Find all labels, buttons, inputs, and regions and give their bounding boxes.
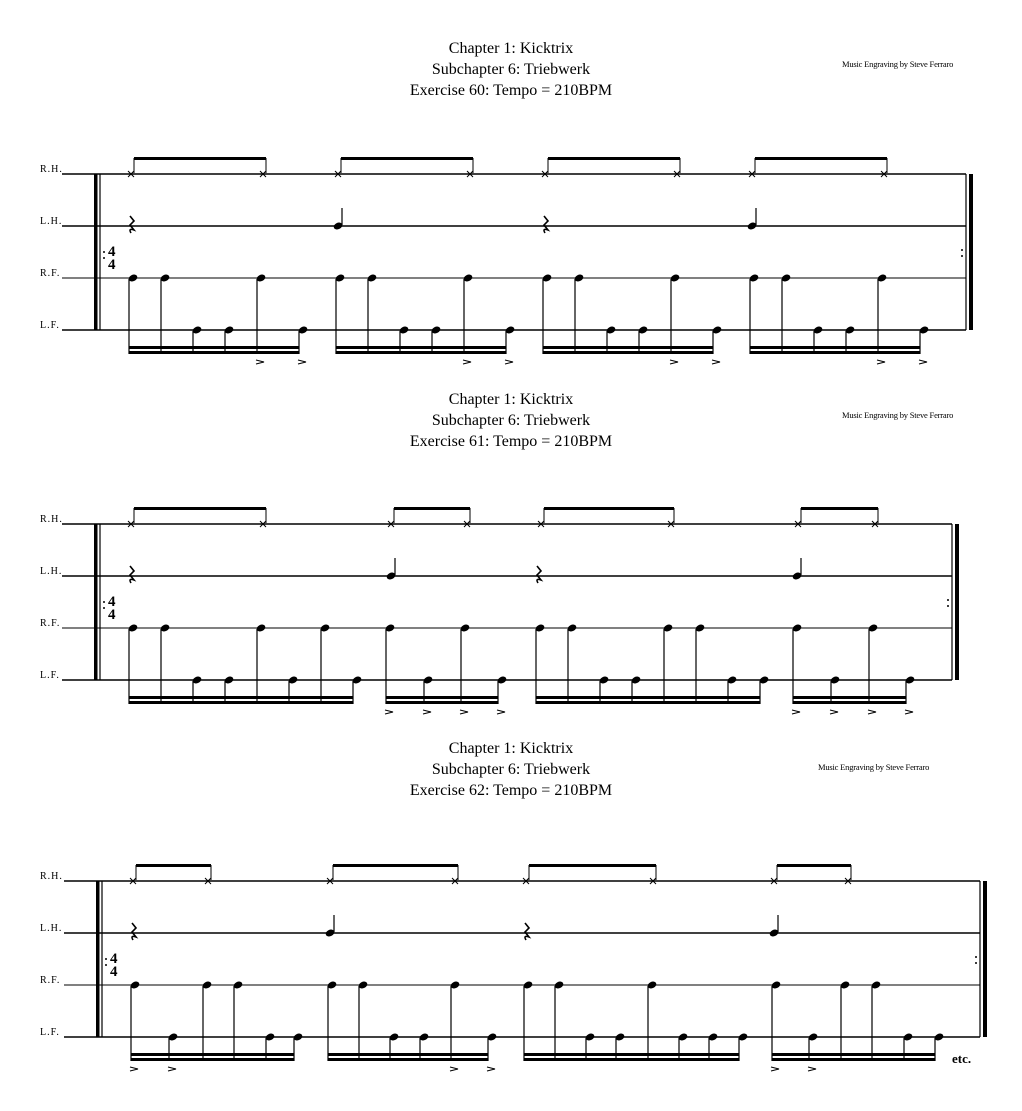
chapter-title: Chapter 1: Kicktrix [448, 40, 574, 57]
sixteenth-beam [336, 351, 506, 354]
staff-line-label: L.H. [40, 923, 63, 934]
eighth-beam [755, 157, 887, 160]
sixteenth-beam [524, 1058, 739, 1061]
repeat-dot [947, 605, 949, 607]
repeat-dot [947, 599, 949, 601]
exercise-title: Exercise 61: Tempo = 210BPM [409, 433, 613, 450]
quarter-rest-icon [132, 923, 136, 940]
repeat-dot [105, 964, 107, 966]
accent-mark [487, 1067, 495, 1071]
accent-mark [168, 1067, 176, 1071]
eighth-beam [394, 507, 470, 510]
staff-line-label: R.H. [40, 514, 63, 525]
drum-staff [0, 857, 1022, 1087]
time-signature-bottom: 4 [108, 257, 116, 273]
exercise-title: Exercise 62: Tempo = 210BPM [409, 782, 613, 799]
sixteenth-beam [543, 351, 713, 354]
accent-mark [385, 710, 393, 714]
end-thick-barline [983, 881, 987, 1037]
sixteenth-beam [536, 701, 760, 704]
subchapter-title: Subchapter 6: Triebwerk [431, 412, 591, 429]
eighth-beam [544, 507, 674, 510]
staff-line-label: L.H. [40, 566, 63, 577]
repeat-dot [105, 958, 107, 960]
subchapter-title: Subchapter 6: Triebwerk [431, 761, 591, 778]
time-signature-top: 4 [110, 951, 118, 967]
accent-mark [298, 360, 306, 364]
sixteenth-beam [129, 346, 299, 349]
sixteenth-beam [131, 1053, 294, 1056]
sixteenth-beam [793, 701, 906, 704]
engraving-credit: Music Engraving by Steve Ferraro [842, 59, 954, 69]
time-signature-top: 4 [108, 594, 116, 610]
accent-mark [830, 710, 838, 714]
exercise-title-block [0, 389, 1022, 452]
repeat-dot [975, 962, 977, 964]
drum-staff [0, 500, 1022, 730]
accent-mark [423, 710, 431, 714]
accent-mark [463, 360, 471, 364]
accent-mark [905, 710, 913, 714]
end-thick-barline [955, 524, 959, 680]
quarter-rest-icon [525, 923, 529, 940]
exercise-title: Exercise 60: Tempo = 210BPM [409, 82, 613, 99]
start-thick-barline [94, 174, 98, 330]
eighth-beam [333, 864, 458, 867]
eighth-beam [801, 507, 878, 510]
chapter-title: Chapter 1: Kicktrix [448, 391, 574, 408]
sixteenth-beam [386, 696, 498, 699]
accent-mark [460, 710, 468, 714]
engraving-credit: Music Engraving by Steve Ferraro [842, 410, 954, 420]
sixteenth-beam [131, 1058, 294, 1061]
exercise-title-block [0, 38, 1022, 101]
accent-mark [497, 710, 505, 714]
repeat-dot [975, 956, 977, 958]
subchapter-title: Subchapter 6: Triebwerk [431, 61, 591, 78]
time-signature-bottom: 4 [108, 607, 116, 623]
start-thick-barline [94, 524, 98, 680]
drum-staff [0, 150, 1022, 380]
accent-mark [130, 1067, 138, 1071]
sixteenth-beam [129, 351, 299, 354]
sixteenth-beam [750, 351, 920, 354]
sixteenth-beam [543, 346, 713, 349]
sixteenth-beam [328, 1058, 488, 1061]
staff-line-label: R.F. [40, 618, 61, 629]
repeat-dot [103, 607, 105, 609]
sixteenth-beam [772, 1058, 935, 1061]
accent-mark [505, 360, 513, 364]
sixteenth-beam [336, 346, 506, 349]
repeat-dot [961, 249, 963, 251]
staff-line-label: L.H. [40, 216, 63, 227]
staff-line-label: R.H. [40, 164, 63, 175]
staff-line-label: L.F. [40, 670, 60, 681]
quarter-rest-icon [537, 566, 541, 583]
sixteenth-beam [536, 696, 760, 699]
repeat-dot [103, 257, 105, 259]
quarter-rest-icon [544, 216, 548, 233]
eighth-beam [136, 864, 211, 867]
accent-mark [712, 360, 720, 364]
quarter-rest-icon [130, 216, 134, 233]
staff-line-label: R.H. [40, 871, 63, 882]
eighth-beam [777, 864, 851, 867]
sixteenth-beam [750, 346, 920, 349]
engraving-credit: Music Engraving by Steve Ferraro [818, 762, 930, 772]
eighth-beam [341, 157, 473, 160]
accent-mark [877, 360, 885, 364]
eighth-beam [529, 864, 656, 867]
eighth-beam [134, 507, 266, 510]
accent-mark [919, 360, 927, 364]
quarter-rest-icon [130, 566, 134, 583]
staff-line-label: R.F. [40, 268, 61, 279]
sixteenth-beam [772, 1053, 935, 1056]
sixteenth-beam [129, 696, 353, 699]
accent-mark [771, 1067, 779, 1071]
accent-mark [792, 710, 800, 714]
end-thick-barline [969, 174, 973, 330]
sixteenth-beam [793, 696, 906, 699]
eighth-beam [548, 157, 680, 160]
accent-mark [808, 1067, 816, 1071]
accent-mark [868, 710, 876, 714]
accent-mark [670, 360, 678, 364]
eighth-beam [134, 157, 266, 160]
staff-line-label: L.F. [40, 320, 60, 331]
repeat-dot [103, 251, 105, 253]
sixteenth-beam [129, 701, 353, 704]
chapter-title: Chapter 1: Kicktrix [448, 740, 574, 757]
sixteenth-beam [386, 701, 498, 704]
repeat-dot [103, 601, 105, 603]
sixteenth-beam [524, 1053, 739, 1056]
repeat-dot [961, 255, 963, 257]
accent-mark [256, 360, 264, 364]
time-signature-bottom: 4 [110, 964, 118, 980]
continuation-text: etc. [952, 1051, 972, 1066]
start-thick-barline [96, 881, 100, 1037]
sixteenth-beam [328, 1053, 488, 1056]
time-signature-top: 4 [108, 244, 116, 260]
staff-line-label: L.F. [40, 1027, 60, 1038]
staff-line-label: R.F. [40, 975, 61, 986]
accent-mark [450, 1067, 458, 1071]
